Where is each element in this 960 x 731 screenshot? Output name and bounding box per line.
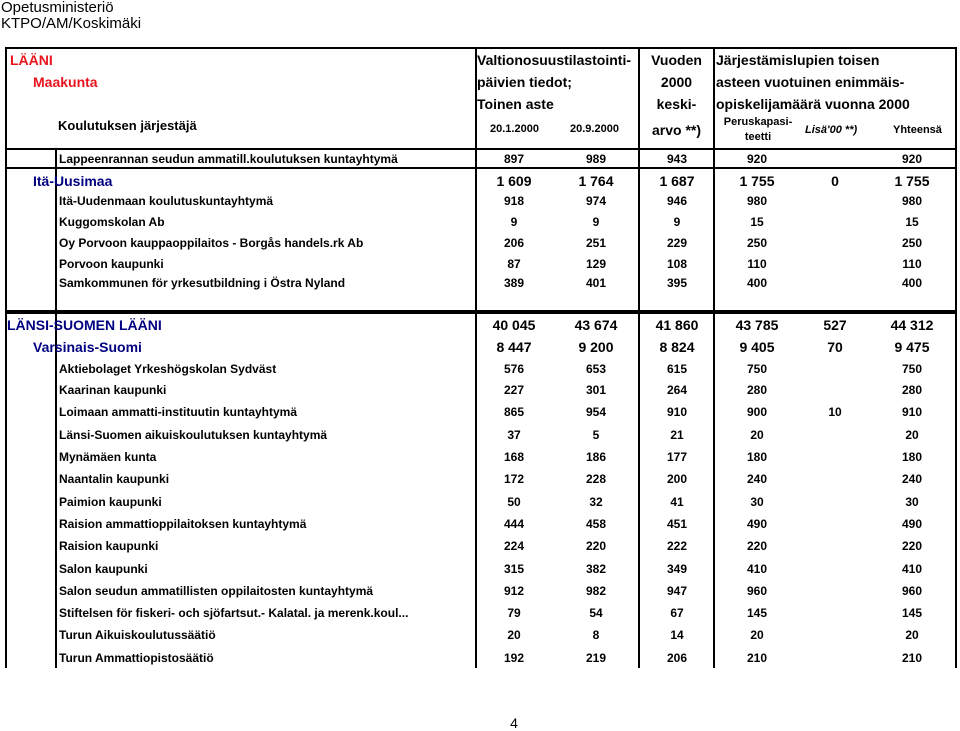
table-row-name: Kaarinan kaupunki <box>59 383 167 397</box>
table-cell-value: 220 <box>585 539 607 553</box>
table-row-name: Naantalin kaupunki <box>59 472 170 486</box>
table-cell-value: 10 <box>828 405 842 419</box>
table-cell-value: 1 755 <box>739 173 775 189</box>
laani-name: LÄNSI-SUOMEN LÄÄNI <box>7 317 162 333</box>
table-cell-value: 750 <box>901 362 923 376</box>
table-cell-value: 145 <box>746 606 768 620</box>
table-cell-value: 615 <box>666 362 688 376</box>
table-cell-value: 30 <box>905 495 919 509</box>
org-name-line-1: Opetusministeriö <box>1 0 114 16</box>
table-cell-value: 9 <box>592 215 600 229</box>
header-lisa: Lisä'00 **) <box>805 124 858 136</box>
table-row-name: Aktiebolaget Yrkeshögskolan Sydväst <box>59 362 277 376</box>
region-name: Itä-Uusimaa <box>33 173 113 189</box>
table-cell-value: 980 <box>901 194 923 208</box>
table-cell-value: 9 475 <box>894 339 930 355</box>
table-cell-value: 9 405 <box>739 339 775 355</box>
table-cell-value: 240 <box>746 472 768 486</box>
table-cell-value: 900 <box>746 405 768 419</box>
table-cell-value: 250 <box>901 236 923 250</box>
table-cell-value: 20 <box>507 628 521 642</box>
table-row-name: Mynämäen kunta <box>59 450 157 464</box>
table-cell-value: 54 <box>589 606 603 620</box>
table-cell-value: 280 <box>746 383 768 397</box>
table-row-name: Salon kaupunki <box>59 562 148 576</box>
table-cell-value: 946 <box>666 194 688 208</box>
table-cell-value: 8 <box>592 628 600 642</box>
table-row-name: Paimion kaupunki <box>59 495 162 509</box>
table-cell-value: 865 <box>503 405 525 419</box>
grid-hline <box>5 47 955 49</box>
table-cell-value: 168 <box>503 450 525 464</box>
table-cell-value: 219 <box>585 651 607 665</box>
header-laani: LÄÄNI <box>10 52 53 68</box>
table-cell-value: 400 <box>746 276 768 290</box>
table-cell-value: 0 <box>831 173 839 189</box>
table-row-name: Turun Aikuiskoulutussäätiö <box>59 628 216 642</box>
table-cell-value: 220 <box>901 539 923 553</box>
table-cell-value: 989 <box>585 152 607 166</box>
grid-vline <box>638 47 640 668</box>
table-cell-value: 9 200 <box>578 339 614 355</box>
table-cell-value: 108 <box>666 257 688 271</box>
table-cell-value: 251 <box>585 236 607 250</box>
table-cell-value: 20 <box>905 628 919 642</box>
grid-vline <box>713 47 715 668</box>
grid-hline <box>5 312 955 314</box>
header-jarjestaja: Koulutuksen järjestäjä <box>58 118 197 133</box>
table-cell-value: 43 674 <box>574 317 618 333</box>
table-cell-value: 400 <box>901 276 923 290</box>
table-cell-value: 410 <box>901 562 923 576</box>
table-cell-value: 974 <box>585 194 607 208</box>
table-cell-value: 40 045 <box>492 317 536 333</box>
table-cell-value: 14 <box>670 628 684 642</box>
table-cell-value: 576 <box>503 362 525 376</box>
header-val-2: päivien tiedot; <box>477 74 572 90</box>
table-cell-value: 750 <box>746 362 768 376</box>
table-cell-value: 315 <box>503 562 525 576</box>
table-cell-value: 897 <box>503 152 525 166</box>
grid-vline <box>5 47 7 668</box>
table-cell-value: 9 <box>510 215 518 229</box>
header-yhteensa: Yhteensä <box>893 124 942 136</box>
table-cell-value: 982 <box>585 584 607 598</box>
table-cell-value: 186 <box>585 450 607 464</box>
header-val-1: Valtionosuustilastointi- <box>477 52 632 68</box>
table-cell-value: 177 <box>666 450 688 464</box>
table-cell-value: 8 824 <box>659 339 695 355</box>
grid-vline <box>55 148 57 668</box>
table-cell-value: 653 <box>585 362 607 376</box>
table-cell-value: 87 <box>507 257 521 271</box>
table-cell-value: 910 <box>901 405 923 419</box>
table-cell-value: 20 <box>750 428 764 442</box>
table-cell-value: 206 <box>666 651 688 665</box>
table-cell-value: 220 <box>746 539 768 553</box>
org-name-line-2: KTPO/AM/Koskimäki <box>1 15 142 32</box>
table-cell-value: 912 <box>503 584 525 598</box>
table-cell-value: 920 <box>901 152 923 166</box>
table-row-name: Salon seudun ammatillisten oppilaitosten kuntayhtymä <box>59 584 374 598</box>
table-cell-value: 180 <box>901 450 923 464</box>
table-cell-value: 918 <box>503 194 525 208</box>
header-perus-1: Peruskapasi- <box>723 116 793 128</box>
grid-vline <box>955 47 957 668</box>
table-cell-value: 910 <box>666 405 688 419</box>
grid-hline <box>5 167 955 169</box>
table-cell-value: 43 785 <box>735 317 779 333</box>
header-vuoden-2: 2000 <box>660 74 693 90</box>
table-cell-value: 410 <box>746 562 768 576</box>
header-vuoden-4: arvo **) <box>651 122 702 138</box>
table-cell-value: 5 <box>592 428 600 442</box>
table-row-name: Oy Porvoon kauppaoppilaitos - Borgås handels.rk Ab <box>59 236 364 250</box>
table-row-name: Kuggomskolan Ab <box>59 215 165 229</box>
header-vuoden-1: Vuoden <box>651 52 702 68</box>
table-cell-value: 15 <box>905 215 919 229</box>
table-cell-value: 41 860 <box>655 317 699 333</box>
header-date-1: 20.1.2000 <box>490 123 539 135</box>
page-number: 4 <box>510 715 518 731</box>
table-cell-value: 206 <box>503 236 525 250</box>
table-cell-value: 20 <box>750 628 764 642</box>
table-cell-value: 947 <box>666 584 688 598</box>
table-cell-value: 451 <box>666 517 688 531</box>
table-row-name: Lappeenrannan seudun ammatill.koulutuksen kuntayhtymä <box>59 152 398 166</box>
table-cell-value: 41 <box>670 495 684 509</box>
table-cell-value: 395 <box>666 276 688 290</box>
table-cell-value: 458 <box>585 517 607 531</box>
table-row-name: Turun Ammattiopistosäätiö <box>59 651 214 665</box>
table-cell-value: 1 764 <box>578 173 614 189</box>
header-jarj-2: asteen vuotuinen enimmäis- <box>716 74 905 90</box>
table-row-name: Porvoon kaupunki <box>59 257 164 271</box>
table-cell-value: 79 <box>507 606 521 620</box>
table-cell-value: 172 <box>503 472 525 486</box>
table-cell-value: 70 <box>827 339 843 355</box>
table-cell-value: 264 <box>666 383 688 397</box>
region-name: Varsinais-Suomi <box>33 339 142 355</box>
table-cell-value: 37 <box>507 428 521 442</box>
table-cell-value: 180 <box>746 450 768 464</box>
table-cell-value: 21 <box>670 428 684 442</box>
table-cell-value: 200 <box>666 472 688 486</box>
table-cell-value: 20 <box>905 428 919 442</box>
header-jarj-3: opiskelijamäärä vuonna 2000 <box>716 96 910 112</box>
table-cell-value: 145 <box>901 606 923 620</box>
table-cell-value: 349 <box>666 562 688 576</box>
table-cell-value: 943 <box>666 152 688 166</box>
table-cell-value: 954 <box>585 405 607 419</box>
table-row-name: Itä-Uudenmaan koulutuskuntayhtymä <box>59 194 274 208</box>
table-cell-value: 960 <box>746 584 768 598</box>
table-cell-value: 50 <box>507 495 521 509</box>
header-val-3: Toinen aste <box>477 96 554 112</box>
header-perus-2: teetti <box>744 131 772 143</box>
table-row-name: Samkommunen för yrkesutbildning i Östra Nyland <box>59 276 346 290</box>
table-row-name: Loimaan ammatti-instituutin kuntayhtymä <box>59 405 298 419</box>
header-jarj-1: Järjestämislupien toisen <box>716 52 880 68</box>
table-cell-value: 980 <box>746 194 768 208</box>
table-cell-value: 192 <box>503 651 525 665</box>
table-cell-value: 490 <box>901 517 923 531</box>
table-cell-value: 210 <box>746 651 768 665</box>
grid-hline <box>5 148 955 150</box>
table-cell-value: 227 <box>503 383 525 397</box>
table-row-name: Raision kaupunki <box>59 539 159 553</box>
table-cell-value: 44 312 <box>890 317 934 333</box>
table-cell-value: 210 <box>901 651 923 665</box>
table-cell-value: 32 <box>589 495 603 509</box>
table-cell-value: 240 <box>901 472 923 486</box>
table-cell-value: 8 447 <box>496 339 532 355</box>
table-cell-value: 110 <box>747 257 767 271</box>
table-cell-value: 222 <box>666 539 688 553</box>
table-cell-value: 129 <box>585 257 607 271</box>
table-cell-value: 389 <box>503 276 525 290</box>
table-cell-value: 1 687 <box>659 173 695 189</box>
table-row-name: Raision ammattioppilaitoksen kuntayhtymä <box>59 517 307 531</box>
table-cell-value: 250 <box>746 236 768 250</box>
table-row-name: Länsi-Suomen aikuiskoulutuksen kuntayhtymä <box>59 428 328 442</box>
table-row-name: Stiftelsen för fiskeri- och sjöfartsut.- Kalatal. ja merenk.koul... <box>59 606 409 620</box>
table-cell-value: 401 <box>585 276 607 290</box>
table-cell-value: 301 <box>585 383 607 397</box>
header-vuoden-3: keski- <box>656 96 697 112</box>
table-cell-value: 920 <box>746 152 768 166</box>
table-cell-value: 280 <box>901 383 923 397</box>
table-cell-value: 527 <box>823 317 847 333</box>
table-cell-value: 960 <box>901 584 923 598</box>
table-cell-value: 224 <box>503 539 525 553</box>
grid-vline <box>475 47 477 668</box>
table-cell-value: 229 <box>666 236 688 250</box>
table-cell-value: 15 <box>750 215 764 229</box>
table-cell-value: 228 <box>585 472 607 486</box>
table-cell-value: 30 <box>750 495 764 509</box>
header-maakunta: Maakunta <box>33 74 98 90</box>
table-cell-value: 67 <box>670 606 684 620</box>
table-cell-value: 1 755 <box>894 173 930 189</box>
header-date-2: 20.9.2000 <box>570 123 619 135</box>
table-cell-value: 444 <box>503 517 525 531</box>
table-cell-value: 110 <box>902 257 922 271</box>
table-cell-value: 382 <box>585 562 607 576</box>
table-cell-value: 1 609 <box>496 173 532 189</box>
table-cell-value: 490 <box>746 517 768 531</box>
table-cell-value: 9 <box>673 215 681 229</box>
